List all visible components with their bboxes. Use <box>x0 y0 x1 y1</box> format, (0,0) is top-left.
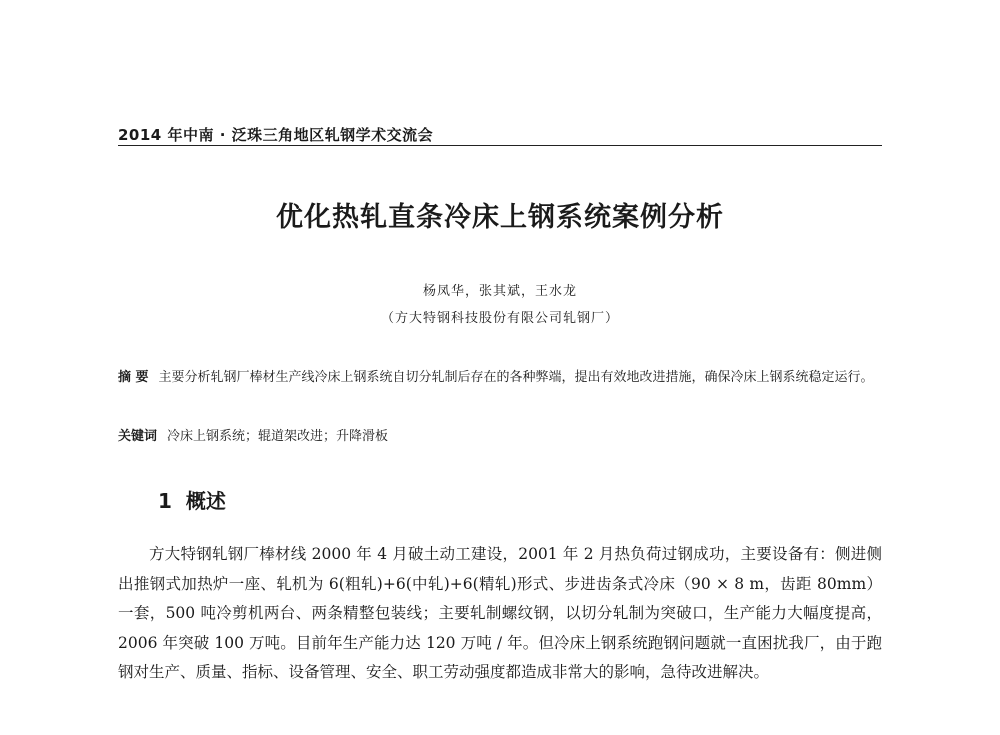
abstract-text: 主要分析轧钢厂棒材生产线冷床上钢系统自切分轧制后存在的各种弊端，提出有效地改进措施，确保冷床上钢系统稳定运行。 <box>158 370 874 385</box>
section-heading <box>158 485 226 514</box>
header-divider <box>118 145 882 146</box>
paper-authors: 杨凤华，张其斌，王水龙 <box>422 284 577 299</box>
abstract <box>118 362 882 394</box>
paper-title: 优化热轧直条冷床上钢系统案例分析 <box>276 202 724 233</box>
paper-affiliation: （方大特钢科技股份有限公司轧钢厂） <box>380 311 619 326</box>
section-number: 1 <box>158 489 172 513</box>
body-paragraph: 方大特钢轧钢厂棒材线 2000 年 4 月破土动工建设，2001 年 2 月热负荷过钢成功，主要设备有：侧进侧出推钢式加热炉一座、轧机为 6(粗轧)+6(中轧)+6(精轧)形式、步进齿条式冷床（90 × 8 m，齿距 80mm）一套，500 吨冷剪机两台、两条精整包装线；主要轧制螺纹钢，以切分轧制为突破口，生产能力大幅度提高，2006 年突破 100 万吨。目前年生产能力达 120 万吨 / 年。但冷床上钢系统跑钢问题就一直困扰我厂，由于跑钢对生产、质量、指标、设备管理、安全、职工劳动强度都造成非常大的影响，急待改进解决。 <box>118 545 882 681</box>
keywords-label: 关键词 <box>118 429 158 444</box>
conference-header: 2014 年中南 · 泛珠三角地区轧钢学术交流会 <box>118 126 434 144</box>
section-title: 概述 <box>185 489 226 513</box>
keywords-text: 冷床上钢系统；辊道架改进；升降滑板 <box>167 429 389 444</box>
abstract-label: 摘 要 <box>118 370 149 385</box>
keywords <box>118 425 882 444</box>
